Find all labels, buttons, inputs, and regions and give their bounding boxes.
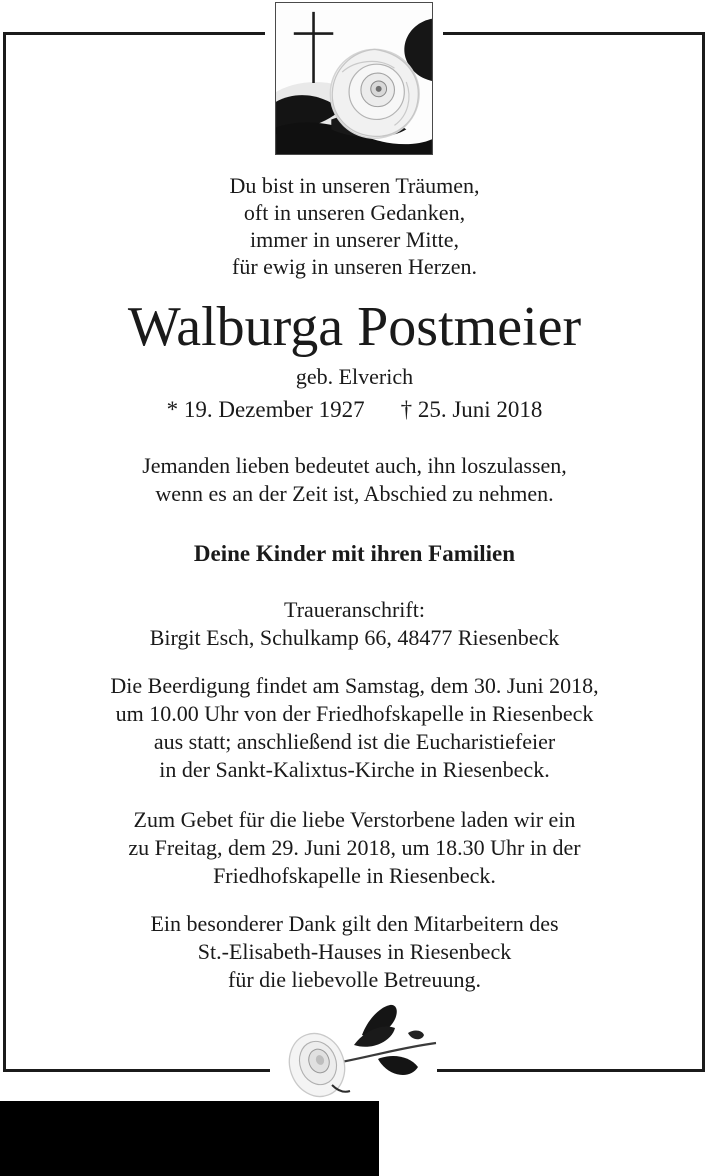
- top-photo-frame: [265, 2, 443, 155]
- funeral-line: in der Sankt-Kalixtus-Kirche in Riesenbeck.: [159, 757, 550, 782]
- maiden-name: geb. Elverich: [295, 364, 414, 389]
- contact-block: [0, 596, 709, 652]
- rose-bloom: [281, 1026, 354, 1100]
- poem-line: Du bist in unseren Träumen,: [229, 173, 480, 198]
- rose-bud: [408, 1031, 424, 1040]
- funeral-line: Die Beerdigung findet am Samstag, dem 30. Juni 2018,: [110, 673, 599, 698]
- poem-line: für ewig in unseren Herzen.: [232, 254, 477, 279]
- funeral-line: aus statt; anschließend ist die Eucharistiefeier: [153, 729, 556, 754]
- bottom-rose-photo: [270, 1003, 437, 1100]
- cross-and-rose-photo: [275, 2, 433, 155]
- prayer-line: Zum Gebet für die liebe Verstorbene laden wir ein: [133, 807, 576, 832]
- life-dates: [0, 396, 709, 423]
- birth-date: * 19. Dezember 1927: [166, 397, 365, 422]
- thanks-line: St.-Elisabeth-Hauses in Riesenbeck: [197, 939, 512, 964]
- farewell-line: Jemanden lieben bedeutet auch, ihn loszulassen,: [142, 453, 567, 478]
- thanks-block: [0, 910, 709, 994]
- poem: [0, 172, 709, 280]
- rose-leaf: [354, 1027, 395, 1047]
- lying-rose-icon: [270, 1003, 437, 1100]
- deceased-name: Walburga Postmeier: [127, 296, 582, 358]
- death-date: † 25. Juni 2018: [400, 397, 543, 422]
- funeral-line: um 10.00 Uhr von der Friedhofskapelle in Riesenbeck: [115, 701, 594, 726]
- contact-label: Traueranschrift:: [284, 597, 425, 622]
- white-rose-icon: [330, 49, 419, 138]
- mourners-line: Deine Kinder mit ihren Familien: [193, 541, 516, 566]
- prayer-line: Friedhofskapelle in Riesenbeck.: [213, 863, 496, 888]
- thanks-line: für die liebevolle Betreuung.: [228, 967, 481, 992]
- poem-line: immer in unserer Mitte,: [250, 227, 459, 252]
- rose-leaf: [378, 1056, 418, 1075]
- thanks-line: Ein besonderer Dank gilt den Mitarbeitern des: [150, 911, 559, 936]
- contact-address: Birgit Esch, Schulkamp 66, 48477 Riesenbeck: [149, 625, 560, 650]
- poem-line: oft in unseren Gedanken,: [243, 200, 466, 225]
- farewell-verse: [0, 452, 709, 508]
- farewell-line: wenn es an der Zeit ist, Abschied zu nehmen.: [155, 481, 554, 506]
- prayer-line: zu Freitag, dem 29. Juni 2018, um 18.30 Uhr in der: [128, 835, 581, 860]
- black-redaction-block: [0, 1101, 379, 1176]
- funeral-info: [0, 672, 709, 784]
- prayer-invitation: [0, 806, 709, 890]
